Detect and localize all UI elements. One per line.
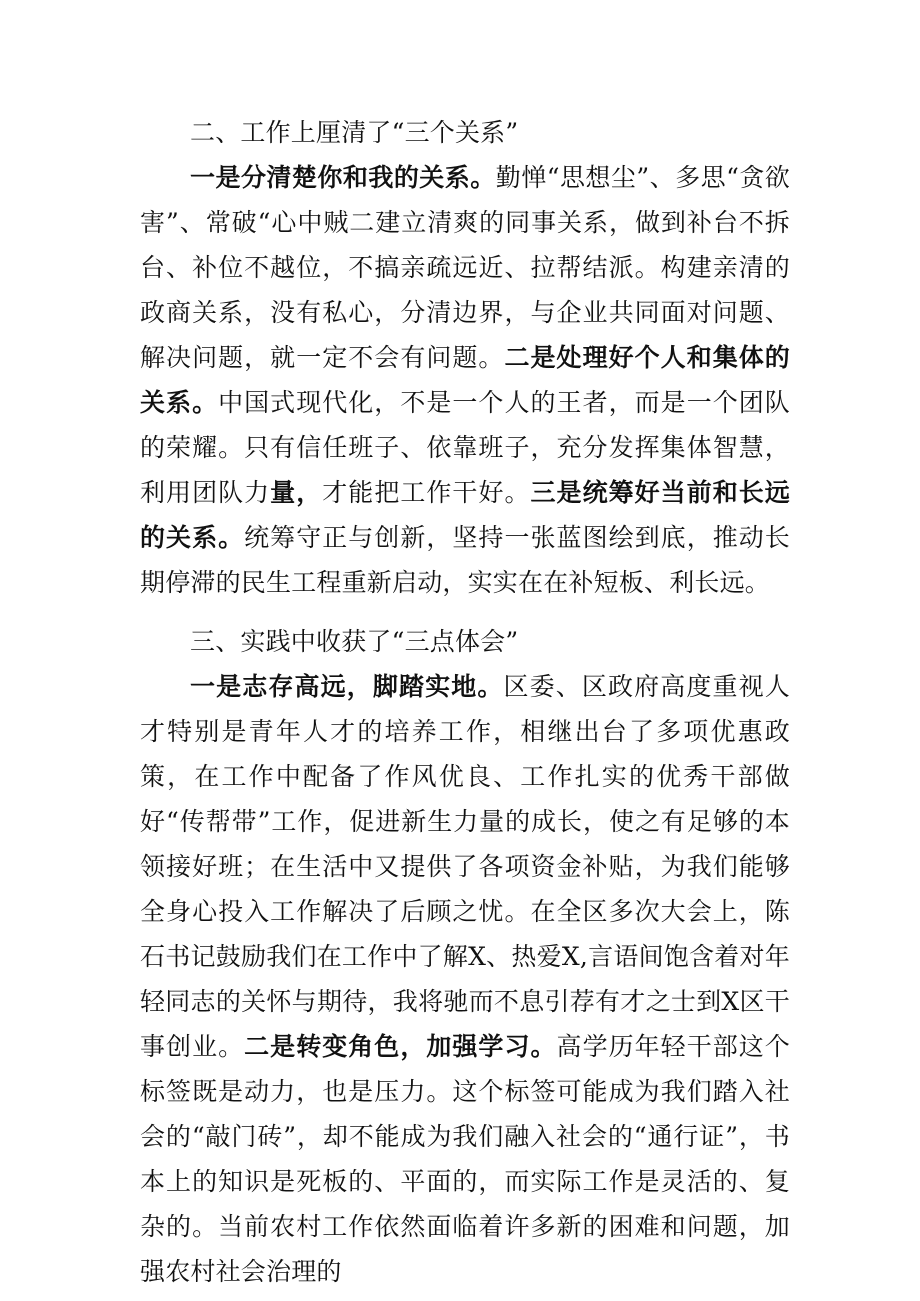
point-3-text: 统筹守正与创新，坚持一张蓝图绘到底，推动长期停滞的民生工程重新启动，实实在在补短板、利长远。 [140,523,790,597]
section-3-paragraph [140,664,790,1294]
insight-1-text: 区委、区政府高度重视人才特别是青年人才的培养工作，相继出台了多项优惠政策，在工作中配备了作风优良、工作扎实的优秀干部做好“传帮带”工作，促进新生力量的成长，使之有足够的本领接好班；在生活中又提供了各项资金补贴，为我们能够全身心投入工作解决了后顾之忧。在全区多次大会上，陈石书记鼓励我们在工作中了解X、热爱X,言语间饱含着对年轻同志的关怀与期待，我将驰而不息引荐有才之士到X区干事创业。 [140,672,791,1061]
section-2-heading: 二、工作上厘清了“三个关系” [190,118,519,147]
point-1-text: 勤惮“思想尘”、多思“贪欲害”、常破“心中贼二建立清爽的同事关系，做到补台不拆台、补位不越位，不搞亲疏远近、拉帮结派。构建亲清的政商关系，没有私心，分清边界，与企业共同面对问题、解决问题，就一定不会有问题。 [140,163,790,372]
insight-1-lead: 一是志存高远，脚踏实地。 [190,672,504,701]
point-1-lead: 一是分清楚你和我的关系。 [190,163,496,192]
point-2-lead: 二是处理好个人和集体的关系。 [140,343,790,417]
section-2-paragraph [140,155,790,605]
insight-2-lead: 二是转变角色，加强学习。 [244,1032,557,1061]
point-2-text: 中国式现代化，不是一个人的王者，而是一个团队的荣耀。只有信任班子、依靠班子，充分发挥集体智慧，利用团队力 [140,388,790,507]
point-3-lead: 三是统筹好当前和长远的关系。 [140,478,790,552]
point-2-bold-word: 量， [270,478,323,507]
insight-2-text: 高学历年轻干部这个标签既是动力，也是压力。这个标签可能成为我们踏入社会的“敲门砖”，却不能成为我们融入社会的“通行证”，书本上的知识是死板的、平面的，而实际工作是灵活的、复杂的。当前农村工作依然面临着许多新的困难和问题，加强农村社会治理的 [140,1032,790,1286]
point-2-text-end: 才能把工作干好。 [322,478,531,507]
section-3-heading: 三、实践中收获了“三点体会” [190,627,519,656]
